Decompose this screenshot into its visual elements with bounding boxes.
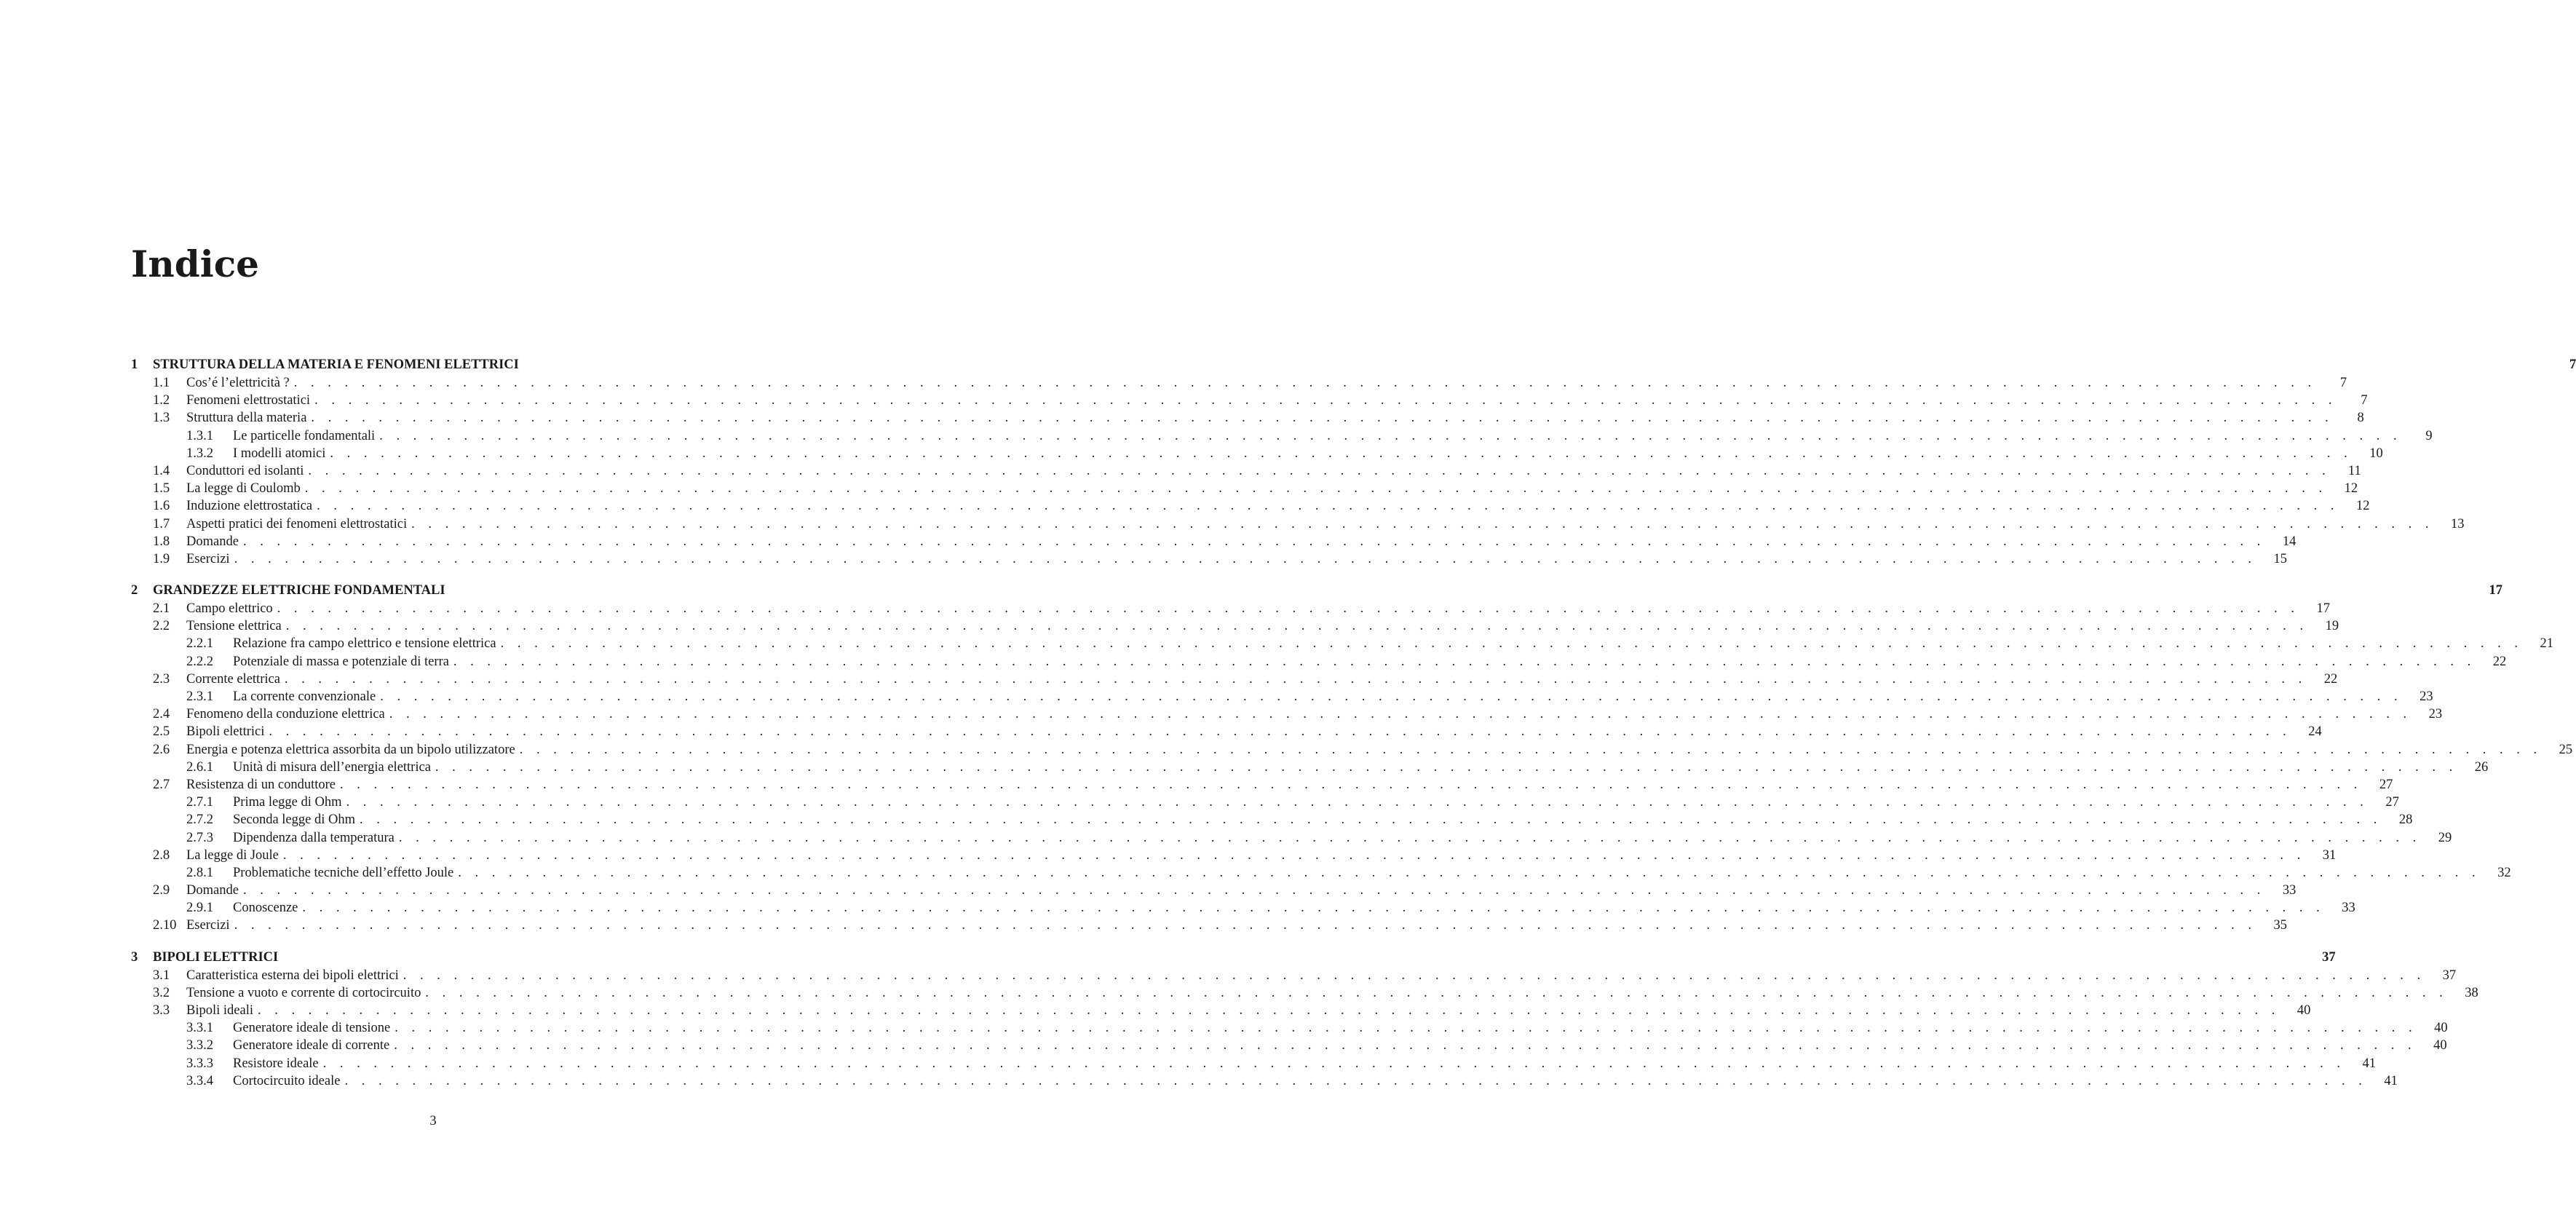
toc-entry-page: 22 — [2492, 654, 2507, 669]
toc-entry[interactable] — [131, 1072, 2398, 1090]
toc-entry[interactable] — [131, 600, 2331, 617]
toc-entry[interactable] — [131, 794, 2399, 811]
dot-leader: . . . . . . . . . . . . . . . . . . . . . . . . . . . . . . . . . . . . . . . . . . . . . . . . . . . . . . . . . . . . . . . . . . . . . . . . . . . . . . . . . . . . . . . . . . . . . . . . . . . . . . . . . . . . . . . . . . . . . . . . — [282, 847, 2306, 863]
toc-entry-page: 23 — [2428, 707, 2443, 722]
toc-entry-title: Conoscenze — [233, 899, 302, 917]
toc-entry-number: 1.3.1 — [186, 428, 213, 443]
toc-entry-page: 7 — [2361, 393, 2368, 408]
toc-entry-title: Fenomeni elettrostatici — [186, 392, 314, 409]
toc-entry-title: Le particelle fondamentali — [233, 427, 379, 445]
toc-entry-number: 2.7.3 — [186, 830, 213, 845]
dot-leader: . . . . . . . . . . . . . . . . . . . . . . . . . . . . . . . . . . . . . . . . . . . . . . . . . . . . . . . . . . . . . . . . . . . . . . . . . . . . . . . . . . . . . . . . . . . . . . . . . . . . . . . . . . . . . . . . . . . . . . . . — [500, 636, 2523, 652]
toc-entry[interactable] — [131, 759, 2489, 776]
toc-entry-number: 1.3 — [153, 411, 170, 426]
table-of-contents — [131, 355, 2576, 1090]
toc-entry-page: 21 — [2540, 636, 2553, 652]
toc-entry-title: Relazione fra campo elettrico e tensione elettrica — [233, 635, 501, 652]
toc-entry-title: La corrente convenzionale — [233, 688, 380, 705]
toc-entry[interactable] — [131, 948, 2336, 967]
toc-entry-number: 1.5 — [153, 481, 170, 497]
dot-leader: . . . . . . . . . . . . . . . . . . . . . . . . . . . . . . . . . . . . . . . . . . . . . . . . . . . . . . . . . . . . . . . . . . . . . . . . . . . . . . . . . . . . . . . . . . . . . . . . . . . . . . . . . . . . . . . . . . . . . . . . — [389, 707, 2412, 722]
toc-entry-page: 22 — [2323, 671, 2338, 687]
toc-entry-number: 2.7.1 — [186, 795, 213, 810]
toc-entry-page: 12 — [2344, 481, 2358, 497]
toc-entry-number: 1.3.2 — [186, 446, 213, 461]
toc-entry-title: Tensione a vuoto e corrente di cortocircuito — [186, 984, 425, 1002]
toc-entry-number: 2.2.2 — [186, 654, 213, 669]
toc-entry-page: 12 — [2355, 499, 2370, 514]
toc-entry-title: Seconda legge di Ohm — [233, 811, 360, 828]
toc-entry-title: Conduttori ed isolanti — [186, 462, 308, 480]
toc-entry-title: BIPOLI ELETTRICI — [153, 948, 282, 967]
toc-entry-number: 1.4 — [153, 463, 170, 478]
toc-entry-title: La legge di Joule — [186, 847, 283, 864]
toc-entry[interactable] — [131, 635, 2553, 652]
toc-entry[interactable] — [131, 515, 2465, 533]
dot-leader: . . . . . . . . . . . . . . . . . . . . . . . . . . . . . . . . . . . . . . . . . . . . . . . . . . . . . . . . . . . . . . . . . . . . . . . . . . . . . . . . . . . . . . . . . . . . . . . . . . . . . . . . . . . . . . . . . . . . . . . . — [458, 865, 2481, 880]
toc-entry[interactable] — [131, 392, 2368, 409]
toc-entry[interactable] — [131, 355, 2576, 374]
toc-entry-number: 2.7 — [153, 777, 170, 792]
toc-entry-title: STRUTTURA DELLA MATERIA E FENOMENI ELETTRICI — [153, 355, 523, 374]
dot-leader: . . . . . . . . . . . . . . . . . . . . . . . . . . . . . . . . . . . . . . . . . . . . . . . . . . . . . . . . . . . . . . . . . . . . . . . . . . . . . . . . . . . . . . . . . . . . . . . . . . . . . . . . . . . . . . . . . . . . . . . . — [234, 918, 2256, 933]
toc-entry[interactable] — [131, 497, 2370, 515]
toc-entry-number: 2.1 — [153, 601, 170, 617]
toc-entry-title: Tensione elettrica — [186, 617, 286, 635]
toc-entry-page: 40 — [2433, 1038, 2447, 1053]
toc-entry-title: Resistore ideale — [233, 1055, 323, 1072]
toc-entry-page: 27 — [2379, 777, 2393, 792]
toc-entry-title: Domande — [186, 882, 243, 899]
dot-leader: . . . . . . . . . . . . . . . . . . . . . . . . . . . . . . . . . . . . . . . . . . . . . . . . . . . . . . . . . . . . . . . . . . . . . . . . . . . . . . . . . . . . . . . . . . . . . . . . . . . . . . . . . . . . . . . . . . . . . . . . — [285, 619, 2309, 634]
toc-entry-title: Cos’é l’elettricità ? — [186, 374, 294, 392]
toc-entry-number: 2.6.1 — [186, 759, 213, 775]
toc-entry-page: 33 — [2282, 883, 2296, 898]
dot-leader: . . . . . . . . . . . . . . . . . . . . . . . . . . . . . . . . . . . . . . . . . . . . . . . . . . . . . . . . . . . . . . . . . . . . . . . . . . . . . . . . . . . . . . . . . . . . . . . . . . . . . . . . . . . . . . . . . . . . . . . . — [411, 516, 2434, 531]
toc-entry[interactable] — [131, 688, 2433, 705]
toc-entry-number: 2.8.1 — [186, 865, 213, 880]
toc-entry[interactable] — [131, 550, 2287, 568]
dot-leader: . . . . . . . . . . . . . . . . . . . . . . . . . . . . . . . . . . . . . . . . . . . . . . . . . . . . . . . . . . . . . . . . . . . . . . . . . . . . . . . . . . . . . . . . . . . . . . . . . . . . . . . . . . . . . . . . . . . . . . . . — [311, 411, 2334, 426]
dot-leader: . . . . . . . . . . . . . . . . . . . . . . . . . . . . . . . . . . . . . . . . . . . . . . . . . . . . . . . . . . . . . . . . . . . . . . . . . . . . . . . . . . . . . . . . . . . . . . . . . . . . . . . . . . . . . . . . . . . . . . . . — [314, 393, 2337, 408]
toc-entry-number: 3.3.1 — [186, 1021, 213, 1036]
toc-entry[interactable] — [131, 617, 2339, 635]
toc-entry-title: Cortocircuito ideale — [233, 1072, 344, 1090]
toc-entry-page: 41 — [2384, 1073, 2398, 1088]
toc-entry-page: 40 — [2434, 1021, 2448, 1036]
toc-entry-number: 2.5 — [153, 724, 170, 740]
toc-entry-title: Esercizi — [186, 550, 234, 568]
toc-entry-page: 31 — [2322, 847, 2337, 863]
toc-entry[interactable] — [131, 480, 2358, 497]
dot-leader: . . . . . . . . . . . . . . . . . . . . . . . . . . . . . . . . . . . . . . . . . . . . . . . . . . . . . . . . . . . . . . . . . . . . . . . . . . . . . . . . . . . . . . . . . . . . . . . . . . . . . . . . . . . . . . . . . . . . . . . . — [360, 812, 2382, 828]
toc-entry-title: Generatore ideale di tensione — [233, 1019, 395, 1037]
footer-page-number: 3 — [429, 1114, 437, 1128]
toc-entry[interactable] — [131, 462, 2361, 480]
toc-entry-number: 2.4 — [153, 707, 170, 722]
toc-entry-title: I modelli atomici — [233, 445, 330, 462]
toc-entry-page: 37 — [2442, 968, 2457, 983]
toc-entry[interactable] — [131, 864, 2511, 882]
toc-entry-number: 2.3.1 — [186, 689, 213, 704]
toc-entry[interactable] — [131, 811, 2413, 828]
dot-leader: . . . . . . . . . . . . . . . . . . . . . . . . . . . . . . . . . . . . . . . . . . . . . . . . . . . . . . . . . . . . . . . . . . . . . . . . . . . . . . . . . . . . . . . . . . . . . . . . . . . . . . . . . . . . . . . . . . . . . . . . — [317, 499, 2339, 514]
toc-entry-title: Domande — [186, 533, 243, 550]
page-title: Indice — [131, 242, 259, 285]
toc-entry-title: Potenziale di massa e potenziale di terra — [233, 653, 453, 671]
toc-entry-page: 11 — [2347, 463, 2361, 478]
toc-entry-number: 3.2 — [153, 985, 170, 1000]
toc-entry-page: 17 — [2489, 583, 2502, 598]
dot-leader: . . . . . . . . . . . . . . . . . . . . . . . . . . . . . . . . . . . . . . . . . . . . . . . . . . . . . . . . . . . . . . . . . . . . . . . . . . . . . . . . . . . . . . . . . . . . . . . . . . . . . . . . . . . . . . . . . . . . . . . . — [234, 551, 2256, 566]
toc-entry-page: 33 — [2342, 901, 2355, 916]
toc-entry-title: Esercizi — [186, 917, 234, 934]
toc-entry-page: 24 — [2308, 724, 2322, 740]
toc-entry-page: 8 — [2357, 411, 2364, 426]
toc-entry[interactable] — [131, 705, 2443, 723]
toc-entry-title: Caratteristica esterna dei bipoli elettrici — [186, 967, 403, 984]
toc-entry-number: 1.6 — [153, 499, 170, 514]
toc-entry-title: Prima legge di Ohm — [233, 794, 346, 811]
toc-entry-title: Generatore ideale di corrente — [233, 1037, 394, 1054]
dot-leader: . . . . . . . . . . . . . . . . . . . . . . . . . . . . . . . . . . . . . . . . . . . . . . . . . . . . . . . . . . . . . . . . . . . . . . . . . . . . . . . . . . . . . . . . . . . . . . . . . . . . . . . . . . . . . . . . . . . . . . . . — [340, 777, 2363, 792]
toc-entry[interactable] — [131, 847, 2337, 864]
toc-entry-title: Bipoli ideali — [186, 1002, 258, 1019]
toc-entry-number: 3.3.4 — [186, 1073, 213, 1088]
toc-entry-number: 1.2 — [153, 393, 170, 408]
toc-entry-number: 1.9 — [153, 551, 170, 566]
toc-entry[interactable] — [131, 1002, 2311, 1019]
toc-entry-title: Induzione elettrostatica — [186, 497, 317, 515]
toc-entry-number: 3.3.3 — [186, 1056, 213, 1071]
toc-entry-page: 32 — [2497, 865, 2511, 880]
toc-entry-number: 1.7 — [153, 516, 170, 531]
dot-leader: . . . . . . . . . . . . . . . . . . . . . . . . . . . . . . . . . . . . . . . . . . . . . . . . . . . . . . . . . . . . . . . . . . . . . . . . . . . . . . . . . . . . . . . . . . . . . . . . . . . . . . . . . . . . . . . . . . . . . . . . — [308, 463, 2331, 478]
dot-leader: . . . . . . . . . . . . . . . . . . . . . . . . . . . . . . . . . . . . . . . . . . . . . . . . . . . . . . . . . . . . . . . . . . . . . . . . . . . . . . . . . . . . . . . . . . . . . . . . . . . . . . . . . . . . . . . . . . . . . . . . — [293, 376, 2317, 390]
dot-leader: . . . . . . . . . . . . . . . . . . . . . . . . . . . . . . . . . . . . . . . . . . . . . . . . . . . . . . . . . . . . . . . . . . . . . . . . . . . . . . . . . . . . . . . . . . . . . . . . . . . . . . . . . . . . . . . . . . . . . . . . — [394, 1038, 2417, 1053]
toc-entry-number: 2 — [131, 583, 138, 598]
toc-entry-title: Energia e potenza elettrica assorbita da un bipolo utilizzatore — [186, 741, 520, 759]
toc-entry-number: 2.8 — [153, 847, 170, 863]
toc-entry[interactable] — [131, 723, 2322, 740]
toc-entry[interactable] — [131, 899, 2355, 917]
toc-entry[interactable] — [131, 917, 2287, 934]
dot-leader: . . . . . . . . . . . . . . . . . . . . . . . . . . . . . . . . . . . . . . . . . . . . . . . . . . . . . . . . . . . . . . . . . . . . . . . . . . . . . . . . . . . . . . . . . . . . . . . . . . . . . . . . . . . . . . . . . . . . . . . . — [519, 742, 2543, 757]
toc-entry-title: Struttura della materia — [186, 409, 311, 427]
toc-entry-number: 2.9.1 — [186, 901, 213, 916]
dot-leader: . . . . . . . . . . . . . . . . . . . . . . . . . . . . . . . . . . . . . . . . . . . . . . . . . . . . . . . . . . . . . . . . . . . . . . . . . . . . . . . . . . . . . . . . . . . . . . . . . . . . . . . . . . . . . . . . . . . . . . . . — [380, 689, 2403, 704]
dot-leader: . . . . . . . . . . . . . . . . . . . . . . . . . . . . . . . . . . . . . . . . . . . . . . . . . . . . . . . . . . . . . . . . . . . . . . . . . . . . . . . . . . . . . . . . . . . . . . . . . . . . . . . . . . . . . . . . . . . . . . . . — [322, 1056, 2346, 1071]
dot-leader: . . . . . . . . . . . . . . . . . . . . . . . . . . . . . . . . . . . . . . . . . . . . . . . . . . . . . . . . . . . . . . . . . . . . . . . . . . . . . . . . . . . . . . . . . . . . . . . . . . . . . . . . . . . . . . . . . . . . . . . . — [257, 1003, 2280, 1018]
dot-leader: . . . . . . . . . . . . . . . . . . . . . . . . . . . . . . . . . . . . . . . . . . . . . . . . . . . . . . . . . . . . . . . . . . . . . . . . . . . . . . . . . . . . . . . . . . . . . . . . . . . . . . . . . . . . . . . . . . . . . . . . — [346, 795, 2369, 810]
toc-entry-title: Resistenza di un conduttore — [186, 776, 340, 794]
toc-entry[interactable] — [131, 1037, 2447, 1054]
toc-entry-number: 3.1 — [153, 968, 170, 983]
toc-entry-page: 41 — [2362, 1056, 2377, 1071]
toc-entry-number: 1 — [131, 357, 138, 372]
toc-entry-number: 1.1 — [153, 376, 170, 390]
toc-entry-number: 1.8 — [153, 534, 170, 549]
toc-entry-title: GRANDEZZE ELETTRICHE FONDAMENTALI — [153, 581, 450, 600]
toc-entry[interactable] — [131, 984, 2478, 1002]
toc-entry-page: 40 — [2296, 1003, 2311, 1018]
toc-entry-page: 35 — [2273, 918, 2287, 933]
toc-entry-title: Unità di misura dell’energia elettrica — [233, 759, 435, 776]
dot-leader: . . . . . . . . . . . . . . . . . . . . . . . . . . . . . . . . . . . . . . . . . . . . . . . . . . . . . . . . . . . . . . . . . . . . . . . . . . . . . . . . . . . . . . . . . . . . . . . . . . . . . . . . . . . . . . . . . . . . . . . . — [277, 601, 2300, 617]
toc-entry-page: 19 — [2325, 619, 2339, 634]
toc-entry[interactable] — [131, 533, 2296, 550]
toc-entry[interactable] — [131, 671, 2338, 688]
toc-entry-page: 9 — [2425, 428, 2433, 443]
toc-entry-page: 37 — [2322, 949, 2336, 965]
dot-leader: . . . . . . . . . . . . . . . . . . . . . . . . . . . . . . . . . . . . . . . . . . . . . . . . . . . . . . . . . . . . . . . . . . . . . . . . . . . . . . . . . . . . . . . . . . . . . . . . . . . . . . . . . . . . . . . . . . . . . . . . — [425, 985, 2448, 1000]
dot-leader: . . . . . . . . . . . . . . . . . . . . . . . . . . . . . . . . . . . . . . . . . . . . . . . . . . . . . . . . . . . . . . . . . . . . . . . . . . . . . . . . . . . . . . . . . . . . . . . . . . . . . . . . . . . . . . . . . . . . . . . . — [403, 968, 2426, 983]
toc-entry[interactable] — [131, 1019, 2448, 1037]
toc-entry-number: 2.2.1 — [186, 636, 213, 652]
toc-entry-title: Fenomeno della conduzione elettrica — [186, 705, 389, 723]
toc-entry-number: 2.10 — [153, 918, 177, 933]
toc-entry-page: 38 — [2465, 985, 2478, 1000]
toc-entry-number: 2.7.2 — [186, 812, 213, 828]
toc-entry-number: 2.2 — [153, 619, 170, 634]
toc-entry[interactable] — [131, 776, 2393, 794]
toc-entry-title: Dipendenza dalla temperatura — [233, 829, 399, 847]
toc-entry[interactable] — [131, 445, 2383, 462]
toc-entry-page: 17 — [2316, 601, 2331, 617]
dot-leader: . . . . . . . . . . . . . . . . . . . . . . . . . . . . . . . . . . . . . . . . . . . . . . . . . . . . . . . . . . . . . . . . . . . . . . . . . . . . . . . . . . . . . . . . . . . . . . . . . . . . . . . . . . . . . . . . . . . . . . . . — [379, 428, 2402, 443]
toc-entry-page: 13 — [2450, 516, 2465, 531]
toc-entry-title: Bipoli elettrici — [186, 723, 269, 740]
toc-entry-page: 7 — [2569, 357, 2576, 372]
toc-entry[interactable] — [131, 581, 2502, 600]
toc-entry[interactable] — [131, 1055, 2377, 1072]
toc-entry-title: Aspetti pratici dei fenomeni elettrostatici — [186, 515, 411, 533]
toc-entry[interactable] — [131, 741, 2573, 759]
dot-leader: . . . . . . . . . . . . . . . . . . . . . . . . . . . . . . . . . . . . . . . . . . . . . . . . . . . . . . . . . . . . . . . . . . . . . . . . . . . . . . . . . . . . . . . . . . . . . . . . . . . . . . . . . . . . . . . . . . . . . . . . — [242, 534, 2266, 549]
dot-leader: . . . . . . . . . . . . . . . . . . . . . . . . . . . . . . . . . . . . . . . . . . . . . . . . . . . . . . . . . . . . . . . . . . . . . . . . . . . . . . . . . . . . . . . . . . . . . . . . . . . . . . . . . . . . . . . . . . . . . . . . — [269, 724, 2291, 740]
dot-leader: . . . . . . . . . . . . . . . . . . . . . . . . . . . . . . . . . . . . . . . . . . . . . . . . . . . . . . . . . . . . . . . . . . . . . . . . . . . . . . . . . . . . . . . . . . . . . . . . . . . . . . . . . . . . . . . . . . . . . . . . — [344, 1073, 2367, 1088]
toc-entry-page: 28 — [2398, 812, 2413, 828]
dot-leader: . . . . . . . . . . . . . . . . . . . . . . . . . . . . . . . . . . . . . . . . . . . . . . . . . . . . . . . . . . . . . . . . . . . . . . . . . . . . . . . . . . . . . . . . . . . . . . . . . . . . . . . . . . . . . . . . . . . . . . . . — [435, 759, 2458, 775]
toc-entry-page: 29 — [2438, 830, 2452, 845]
toc-entry-page: 23 — [2420, 689, 2433, 704]
dot-leader: . . . . . . . . . . . . . . . . . . . . . . . . . . . . . . . . . . . . . . . . . . . . . . . . . . . . . . . . . . . . . . . . . . . . . . . . . . . . . . . . . . . . . . . . . . . . . . . . . . . . . . . . . . . . . . . . . . . . . . . . — [453, 654, 2476, 669]
dot-leader: . . . . . . . . . . . . . . . . . . . . . . . . . . . . . . . . . . . . . . . . . . . . . . . . . . . . . . . . . . . . . . . . . . . . . . . . . . . . . . . . . . . . . . . . . . . . . . . . . . . . . . . . . . . . . . . . . . . . . . . . — [304, 481, 2328, 497]
toc-entry-number: 2.6 — [153, 742, 170, 757]
toc-entry-page: 25 — [2559, 742, 2573, 757]
dot-leader: . . . . . . . . . . . . . . . . . . . . . . . . . . . . . . . . . . . . . . . . . . . . . . . . . . . . . . . . . . . . . . . . . . . . . . . . . . . . . . . . . . . . . . . . . . . . . . . . . . . . . . . . . . . . . . . . . . . . . . . . — [302, 901, 2325, 916]
toc-entry-title: Campo elettrico — [186, 600, 277, 617]
dot-leader: . . . . . . . . . . . . . . . . . . . . . . . . . . . . . . . . . . . . . . . . . . . . . . . . . . . . . . . . . . . . . . . . . . . . . . . . . . . . . . . . . . . . . . . . . . . . . . . . . . . . . . . . . . . . . . . . . . . . . . . . — [330, 446, 2353, 461]
dot-leader: . . . . . . . . . . . . . . . . . . . . . . . . . . . . . . . . . . . . . . . . . . . . . . . . . . . . . . . . . . . . . . . . . . . . . . . . . . . . . . . . . . . . . . . . . . . . . . . . . . . . . . . . . . . . . . . . . . . . . . . . — [395, 1021, 2417, 1036]
toc-entry-number: 3 — [131, 949, 138, 965]
toc-entry[interactable] — [131, 882, 2296, 899]
toc-entry-title: Corrente elettrica — [186, 671, 285, 688]
toc-entry-page: 15 — [2273, 551, 2287, 566]
toc-entry-page: 14 — [2282, 534, 2296, 549]
toc-entry-number: 3.3.2 — [186, 1038, 213, 1053]
toc-entry-title: Problematiche tecniche dell’effetto Joule — [233, 864, 458, 882]
dot-leader: . . . . . . . . . . . . . . . . . . . . . . . . . . . . . . . . . . . . . . . . . . . . . . . . . . . . . . . . . . . . . . . . . . . . . . . . . . . . . . . . . . . . . . . . . . . . . . . . . . . . . . . . . . . . . . . . . . . . . . . . — [284, 671, 2307, 687]
toc-entry-number: 3.3 — [153, 1003, 170, 1018]
toc-entry[interactable] — [131, 427, 2433, 445]
toc-entry-page: 26 — [2474, 759, 2489, 775]
toc-entry-page: 27 — [2385, 795, 2399, 810]
toc-entry[interactable] — [131, 653, 2507, 671]
toc-entry-page: 7 — [2339, 376, 2347, 390]
toc-entry[interactable] — [131, 829, 2452, 847]
toc-entry-number: 2.9 — [153, 883, 170, 898]
toc-entry[interactable] — [131, 374, 2347, 392]
toc-entry-page: 10 — [2369, 446, 2383, 461]
toc-entry[interactable] — [131, 967, 2457, 984]
toc-entry-number: 2.3 — [153, 671, 170, 687]
toc-entry-title: La legge di Coulomb — [186, 480, 305, 497]
dot-leader: . . . . . . . . . . . . . . . . . . . . . . . . . . . . . . . . . . . . . . . . . . . . . . . . . . . . . . . . . . . . . . . . . . . . . . . . . . . . . . . . . . . . . . . . . . . . . . . . . . . . . . . . . . . . . . . . . . . . . . . . — [242, 883, 2266, 898]
toc-entry[interactable] — [131, 409, 2364, 427]
dot-leader: . . . . . . . . . . . . . . . . . . . . . . . . . . . . . . . . . . . . . . . . . . . . . . . . . . . . . . . . . . . . . . . . . . . . . . . . . . . . . . . . . . . . . . . . . . . . . . . . . . . . . . . . . . . . . . . . . . . . . . . . — [398, 830, 2422, 845]
